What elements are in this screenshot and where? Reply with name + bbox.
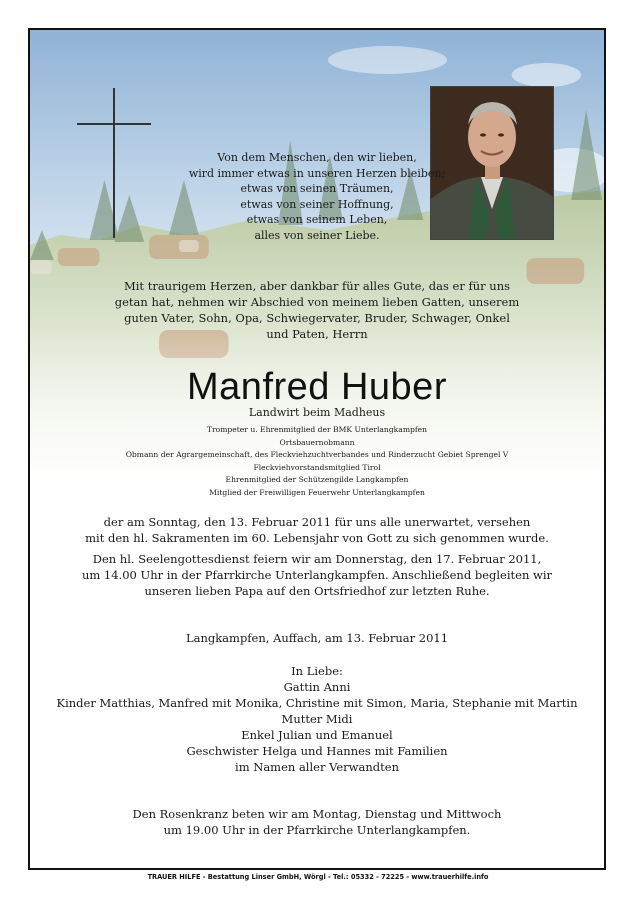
intro-line: Mit traurigem Herzen, aber dankbar für alles Gute, das er für uns [123, 279, 511, 293]
cross-icon-bar [77, 123, 151, 125]
service-line: um 14.00 Uhr in der Pfarrkirche Unterlangkampfen. Anschließend begleiten wir [81, 568, 553, 582]
mourner-line: In Liebe: [291, 664, 343, 678]
poem-line: wird immer etwas in unseren Herzen bleiben; [188, 166, 446, 180]
death-line: mit den hl. Sakramenten im 60. Lebensjahr von Gott zu sich genommen wurde. [85, 531, 549, 545]
rosary-line: um 19.00 Uhr in der Pfarrkirche Unterlangkampfen. [163, 823, 471, 837]
role-item: Fleckviehvorstandsmitglied Tirol [253, 462, 381, 472]
death-line: der am Sonntag, den 13. Februar 2011 für uns alle unerwartet, versehen [103, 515, 531, 529]
mourner-line: Geschwister Helga und Hannes mit Familien [186, 744, 448, 758]
mourner-line: Gattin Anni [283, 680, 351, 694]
deceased-name: Manfred Huber [187, 366, 447, 408]
mourner-line: im Namen aller Verwandten [235, 760, 399, 774]
poem-line: alles von seiner Liebe. [254, 228, 380, 242]
mourner-line: Mutter Midi [281, 712, 353, 726]
funeral-home-footer: TRAUER HILFE - Bestattung Linser GmbH, Wörgl - Tel.: 05332 - 72225 - www.trauerhilfe.info [147, 873, 489, 881]
mourner-line: Enkel Julian und Emanuel [241, 728, 393, 742]
role-item: Ortsbauernobmann [279, 437, 355, 447]
mourner-line: Kinder Matthias, Manfred mit Monika, Christine mit Simon, Maria, Stephanie mit Martin [56, 696, 578, 710]
rosary-info [30, 806, 604, 838]
poem-line: etwas von seinem Leben, [246, 213, 388, 226]
place-date: Langkampfen, Auffach, am 13. Februar 2011 [185, 631, 449, 645]
role-item: Obmann der Agrargemeinschaft, des Fleckviehzuchtverbandes und Rinderzucht Gebiet Sprengel V [125, 450, 509, 459]
service-line: Den hl. Seelengottesdienst feiern wir am Donnerstag, den 17. Februar 2011, [92, 552, 542, 566]
poem-line: etwas von seiner Hoffnung, [240, 197, 394, 211]
deceased-occupation: Landwirt beim Madheus [248, 406, 386, 419]
death-notice [30, 514, 604, 546]
role-item: Mitglied der Freiwilligen Feuerwehr Unterlangkampfen [209, 487, 425, 497]
role-item: Ehrenmitglied der Schützengilde Langkampfen [225, 475, 409, 484]
mourners-list [30, 663, 604, 775]
service-line: unseren lieben Papa auf den Ortsfriedhof zur letzten Ruhe. [144, 584, 490, 598]
intro-line: guten Vater, Sohn, Opa, Schwiegervater, Bruder, Schwager, Onkel [124, 311, 510, 325]
funeral-service-info [30, 551, 604, 599]
poem-line: etwas von seinen Träumen, [240, 182, 394, 195]
role-item: Trompeter u. Ehrenmitglied der BMK Unterlangkampfen [206, 425, 428, 434]
memorial-poem [30, 150, 604, 243]
poem-line: Von dem Menschen, den wir lieben, [217, 151, 417, 164]
obituary-card [28, 28, 606, 870]
intro-line: und Paten, Herrn [266, 327, 368, 341]
intro-line: getan hat, nehmen wir Abschied von meinem lieben Gatten, unserem [114, 295, 520, 309]
roles-list [30, 424, 604, 499]
rosary-line: Den Rosenkranz beten wir am Montag, Dienstag und Mittwoch [132, 807, 502, 821]
announcement-intro [30, 278, 604, 342]
